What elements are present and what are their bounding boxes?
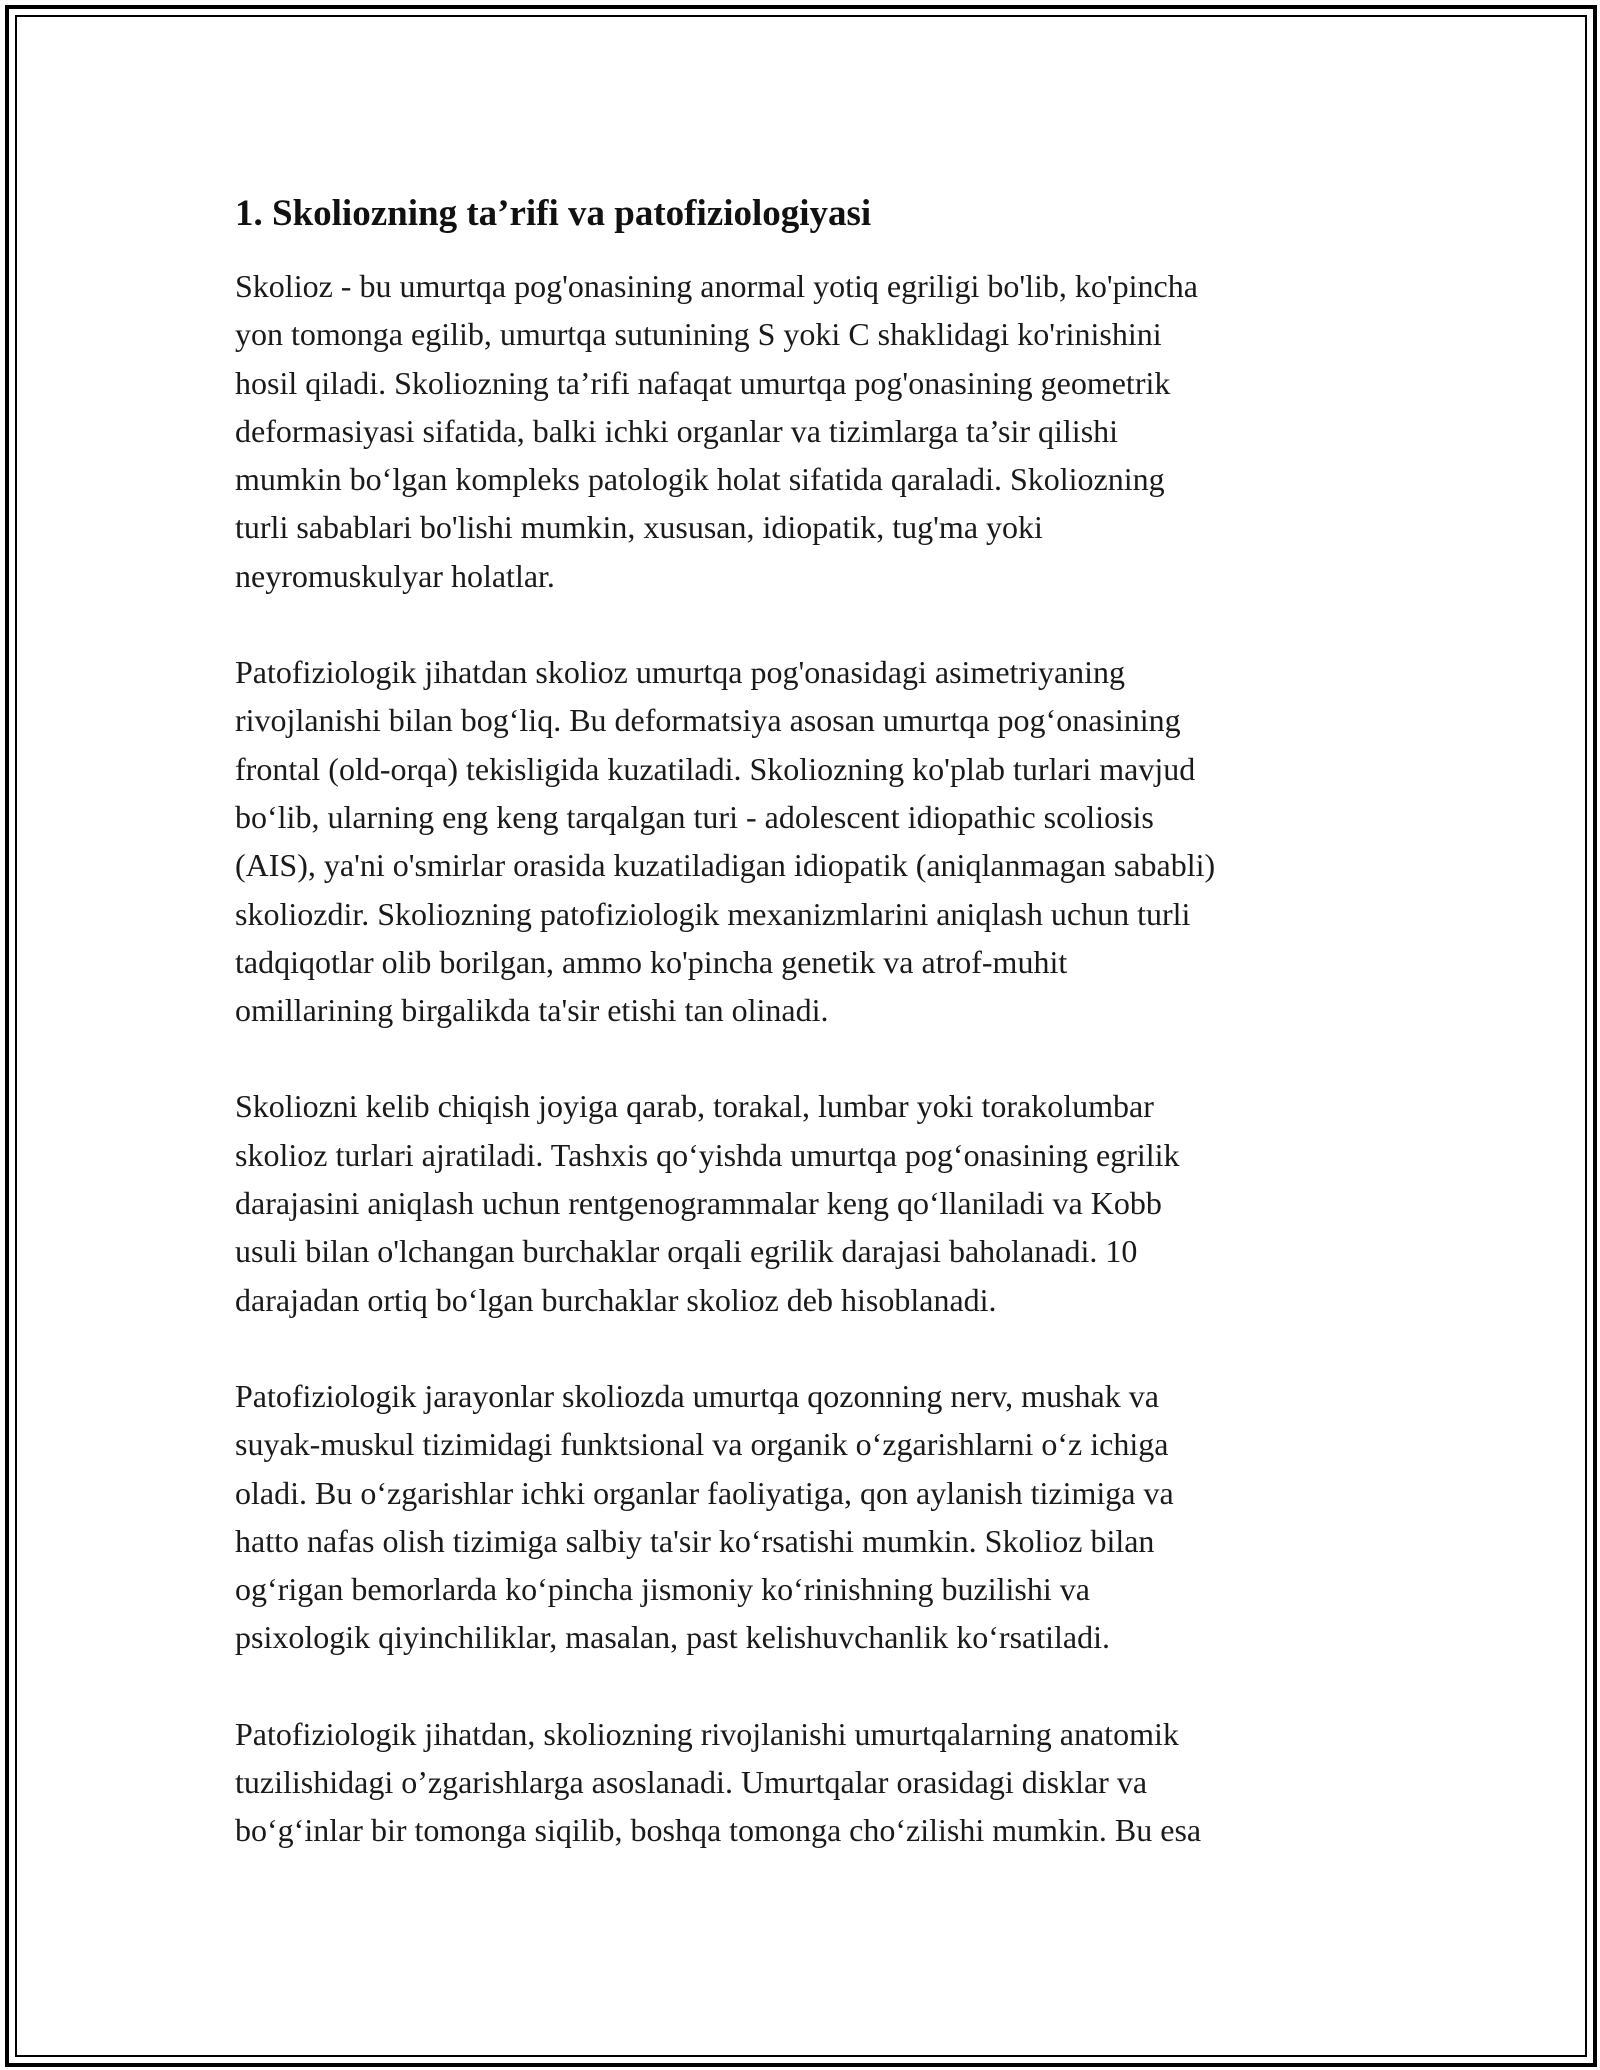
text-line: (AIS), ya'ni o'smirlar orasida kuzatiladigan idiopatik (aniqlanmagan sababli) — [235, 847, 1216, 884]
text-line: mumkin bo‘lgan kompleks patologik holat sifatida qaraladi. Skoliozning — [235, 461, 1165, 498]
document-body — [235, 190, 1370, 1855]
text-line: tuzilishidagi o’zgarishlarga asoslanadi. Umurtqalar orasidagi disklar va — [235, 1764, 1148, 1801]
text-line: darajadan ortiq bo‘lgan burchaklar skolioz deb hisoblanadi. — [235, 1281, 997, 1318]
section-heading: 1. Skoliozning ta’rifi va patofiziologiyasi — [235, 193, 872, 234]
paragraph-definition — [235, 262, 1370, 600]
text-line: Patofiziologik jihatdan, skoliozning rivojlanishi umurtqalarning anatomik — [235, 1715, 1179, 1752]
text-line: yon tomonga egilib, umurtqa sutunining S yoki C shaklidagi ko'rinishini — [235, 316, 1162, 353]
text-line: rivojlanishi bilan bog‘liq. Bu deformatsiya asosan umurtqa pog‘onasining — [235, 702, 1181, 739]
text-line: Skolioz - bu umurtqa pog'onasining anormal yotiq egriligi bo'lib, ko'pincha — [235, 268, 1198, 304]
text-line: Patofiziologik jihatdan skolioz umurtqa pog'onasidagi asimetriyaning — [235, 654, 1126, 691]
text-line: skoliozdir. Skoliozning patofiziologik mexanizmlarini aniqlash uchun turli — [235, 895, 1191, 932]
text-line: oladi. Bu o‘zgarishlar ichki organlar faoliyatiga, qon aylanish tizimiga va — [235, 1474, 1174, 1511]
text-line: skolioz turlari ajratiladi. Tashxis qo‘yishda umurtqa pog‘onasining egrilik — [235, 1136, 1180, 1173]
text-line: deformasiyasi sifatida, balki ichki organlar va tizimlarga ta’sir qilishi — [235, 412, 1119, 449]
text-line: darajasini aniqlash uchun rentgenogrammalar keng qo‘llaniladi va Kobb — [235, 1185, 1162, 1222]
text-line: og‘rigan bemorlarda ko‘pincha jismoniy ko‘rinishning buzilishi va — [235, 1571, 1090, 1608]
text-line: usuli bilan o'lchangan burchaklar orqali egrilik darajasi baholanadi. 10 — [235, 1233, 1138, 1270]
paragraph-processes — [235, 1372, 1370, 1662]
paragraph-pathophysiology — [235, 648, 1370, 1034]
text-line: hatto nafas olish tizimiga salbiy ta'sir ko‘rsatishi mumkin. Skolioz bilan — [235, 1522, 1155, 1559]
text-line: suyak-muskul tizimidagi funktsional va organik o‘zgarishlarni o‘z ichiga — [235, 1426, 1169, 1463]
text-line: bo‘g‘inlar bir tomonga siqilib, boshqa tomonga cho‘zilishi mumkin. Bu esa — [235, 1812, 1202, 1849]
text-line: frontal (old-orqa) tekisligida kuzatiladi. Skoliozning ko'plab turlari mavjud — [235, 750, 1196, 787]
text-line: Skoliozni kelib chiqish joyiga qarab, torakal, lumbar yoki torakolumbar — [235, 1088, 1154, 1125]
text-line: tadqiqotlar olib borilgan, ammo ko'pincha genetik va atrof-muhit — [235, 943, 1068, 980]
paragraph-classification — [235, 1082, 1370, 1323]
text-line: bo‘lib, ularning eng keng tarqalgan turi - adolescent idiopathic scoliosis — [235, 798, 1154, 835]
paragraph-anatomy — [235, 1710, 1370, 1855]
text-line: hosil qiladi. Skoliozning ta’rifi nafaqat umurtqa pog'onasining geometrik — [235, 364, 1171, 401]
text-line: neyromuskulyar holatlar. — [235, 557, 555, 594]
text-line: turli sabablari bo'lishi mumkin, xususan, idiopatik, tug'ma yoki — [235, 509, 1043, 546]
text-line: Patofiziologik jarayonlar skoliozda umurtqa qozonning nerv, mushak va — [235, 1377, 1159, 1414]
text-line: psixologik qiyinchiliklar, masalan, past kelishuvchanlik ko‘rsatiladi. — [235, 1619, 1110, 1656]
text-line: omillarining birgalikda ta'sir etishi tan olinadi. — [235, 992, 829, 1029]
